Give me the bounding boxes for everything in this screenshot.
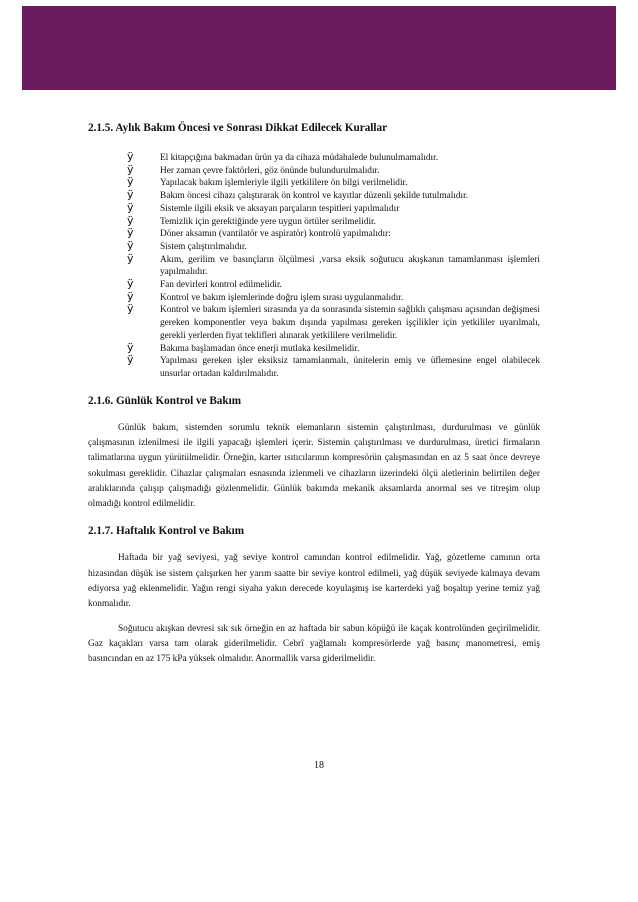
bullet-marker-icon: ÿ <box>127 226 134 240</box>
bullet-item <box>88 228 540 241</box>
bullet-item <box>88 279 540 292</box>
bullet-marker-icon: ÿ <box>127 213 134 227</box>
bullet-item <box>88 190 540 203</box>
bullet-item <box>88 238 540 254</box>
section-title-2-1-6: 2.1.6. Günlük Kontrol ve Bakım <box>88 394 242 407</box>
header-band <box>22 6 616 90</box>
paragraph-daily-maintenance: Günlük bakım, sistemden sorumlu teknik elemanların sistemin çalıştırılması, durdurulması ve günlük çalışmasının izlenilmesi ile ilgili yapacağı işlemleri içerir. Sistemin çalıştırılması ve durdurulması, üretici firmaların talimatlarına uygun yürütülmelidir. Örneğin, karter ısıtıcılarının kompresörün çalışmasından en az 5 saat önce devreye sokulması gereklidir. Cihazlar çalışmaları esnasında izlenmeli ve cihazların üzerindeki ölçü aletlerinin belirtilen değer aralıklarında çalışıp çalışmadığı gözlenmelidir. Günlük bakımda mekanik aksamlarda anormal ses ve titreşim olup olmadığı kontrol edilmelidir. <box>88 422 540 510</box>
rules-bullet-list <box>88 152 540 381</box>
section-title-2-1-7: 2.1.7. Haftalık Kontrol ve Bakım <box>88 525 245 538</box>
bullet-text: Her zaman çevre faktörleri, göz önünde bulundurulmalıdır. <box>160 165 380 176</box>
bullet-marker-icon: ÿ <box>127 302 134 316</box>
bullet-text: Kontrol ve bakım işlemlerinde doğru işlem sırası uygulanmalıdır. <box>160 292 404 303</box>
bullet-text: Akım, gerilim ve basınçların ölçülmesi ,varsa eksik soğutucu akışkanın tamamlanması işlemleri yapılmalıdır. <box>160 254 540 278</box>
bullet-marker-icon: ÿ <box>127 289 134 303</box>
bullet-text: Yapılması gereken işler eksiksiz tamamlanmalı, ünitelerin emiş ve üflemesine engel olabilecek unsurlar ortadan kaldırılmalıdır. <box>160 356 540 379</box>
bullet-text: Sistem çalıştırılmalıdır. <box>160 241 247 252</box>
bullet-text: Sistemle ilgili eksik ve aksayan parçaların tespitleri yapılmalıdır <box>160 203 400 214</box>
bullet-item <box>88 162 540 178</box>
bullet-item <box>88 200 540 216</box>
bullet-text: Yapılacak bakım işlemleriyle ilgili yetkililere ön bilgi verilmelidir. <box>160 178 408 189</box>
bullet-marker-icon: ÿ <box>127 162 134 176</box>
bullet-marker-icon: ÿ <box>127 150 134 163</box>
paragraph-weekly-leak-check: Soğutucu akışkan devresi sık sık örneğin en az haftada bir sabun köpüğü ile kaçak kontrolünden geçirilmelidir. Gaz kaçakları varsa tam olarak giderilmelidir. Cebrî yağlamalı kompresörlerde yağ basınç manometresi, emiş basıncından en az 175 kPa yüksek olmalıdır. Anormallik varsa giderilmelidir. <box>88 623 540 665</box>
bullet-marker-icon: ÿ <box>127 175 134 189</box>
bullet-marker-icon: ÿ <box>127 353 134 367</box>
page-number: 18 <box>314 760 324 771</box>
bullet-item <box>88 355 540 380</box>
bullet-marker-icon: ÿ <box>127 200 134 214</box>
bullet-item <box>88 289 540 305</box>
bullet-marker-icon: ÿ <box>127 238 134 252</box>
bullet-item <box>88 304 540 342</box>
bullet-text: Bakıma başlamadan önce enerji mutlaka kesilmelidir. <box>160 343 360 354</box>
bullet-text: Fan devirleri kontrol edilmelidir. <box>160 280 282 291</box>
bullet-item <box>88 340 540 356</box>
bullet-marker-icon: ÿ <box>127 188 134 202</box>
bullet-marker-icon: ÿ <box>127 277 134 291</box>
bullet-item <box>88 251 540 279</box>
paragraph-weekly-oil-check: Haftada bir yağ seviyesi, yağ seviye kontrol camından kontrol edilmelidir. Yağ, gözetleme camının orta hizasından düşük ise sistem çalışırken her yarım saatte bir seviye kontrol edilmeli, yağ düşük seviyede kalmaya devam ediyorsa yağ eklenmelidir. Yağın rengi siyaha yakın derecede koyulaşmış ise karterdeki yağ boşaltıp yerine temiz yağ konmalıdır. <box>88 553 540 610</box>
bullet-marker-icon: ÿ <box>127 251 134 265</box>
bullet-text: Temizlik için gerektiğinde yere uygun örtüler serilmelidir. <box>160 216 376 227</box>
bullet-text: Döner aksamın (vantilatör ve aspiratör) kontrolü yapılmalıdır: <box>160 229 391 240</box>
bullet-marker-icon: ÿ <box>127 340 134 354</box>
bullet-item <box>88 213 540 229</box>
bullet-text: Bakım öncesi cihazı çalıştırarak ön kontrol ve kayıtlar düzenli şekilde tutulmalıdır. <box>160 191 468 202</box>
bullet-text: El kitapçığına bakmadan ürün ya da cihaza müdahalede bulunulmamalıdır. <box>160 153 439 163</box>
bullet-item <box>88 177 540 190</box>
section-title-2-1-5: 2.1.5. Aylık Bakım Öncesi ve Sonrası Dikkat Edilecek Kurallar <box>88 122 388 134</box>
bullet-item <box>88 152 540 165</box>
page-content <box>88 121 540 668</box>
bullet-text: Kontrol ve bakım işlemleri sırasında ya da sonrasında sistemin sağlıklı çalışması açısından değişmesi gereken komponentler veya bakım dışında yapılması gereken işçilikler için yetkililer uyarılmalı, gerekli yerlerden fiyat teklifleri alınarak yetkililere verilmelidir. <box>160 305 540 341</box>
